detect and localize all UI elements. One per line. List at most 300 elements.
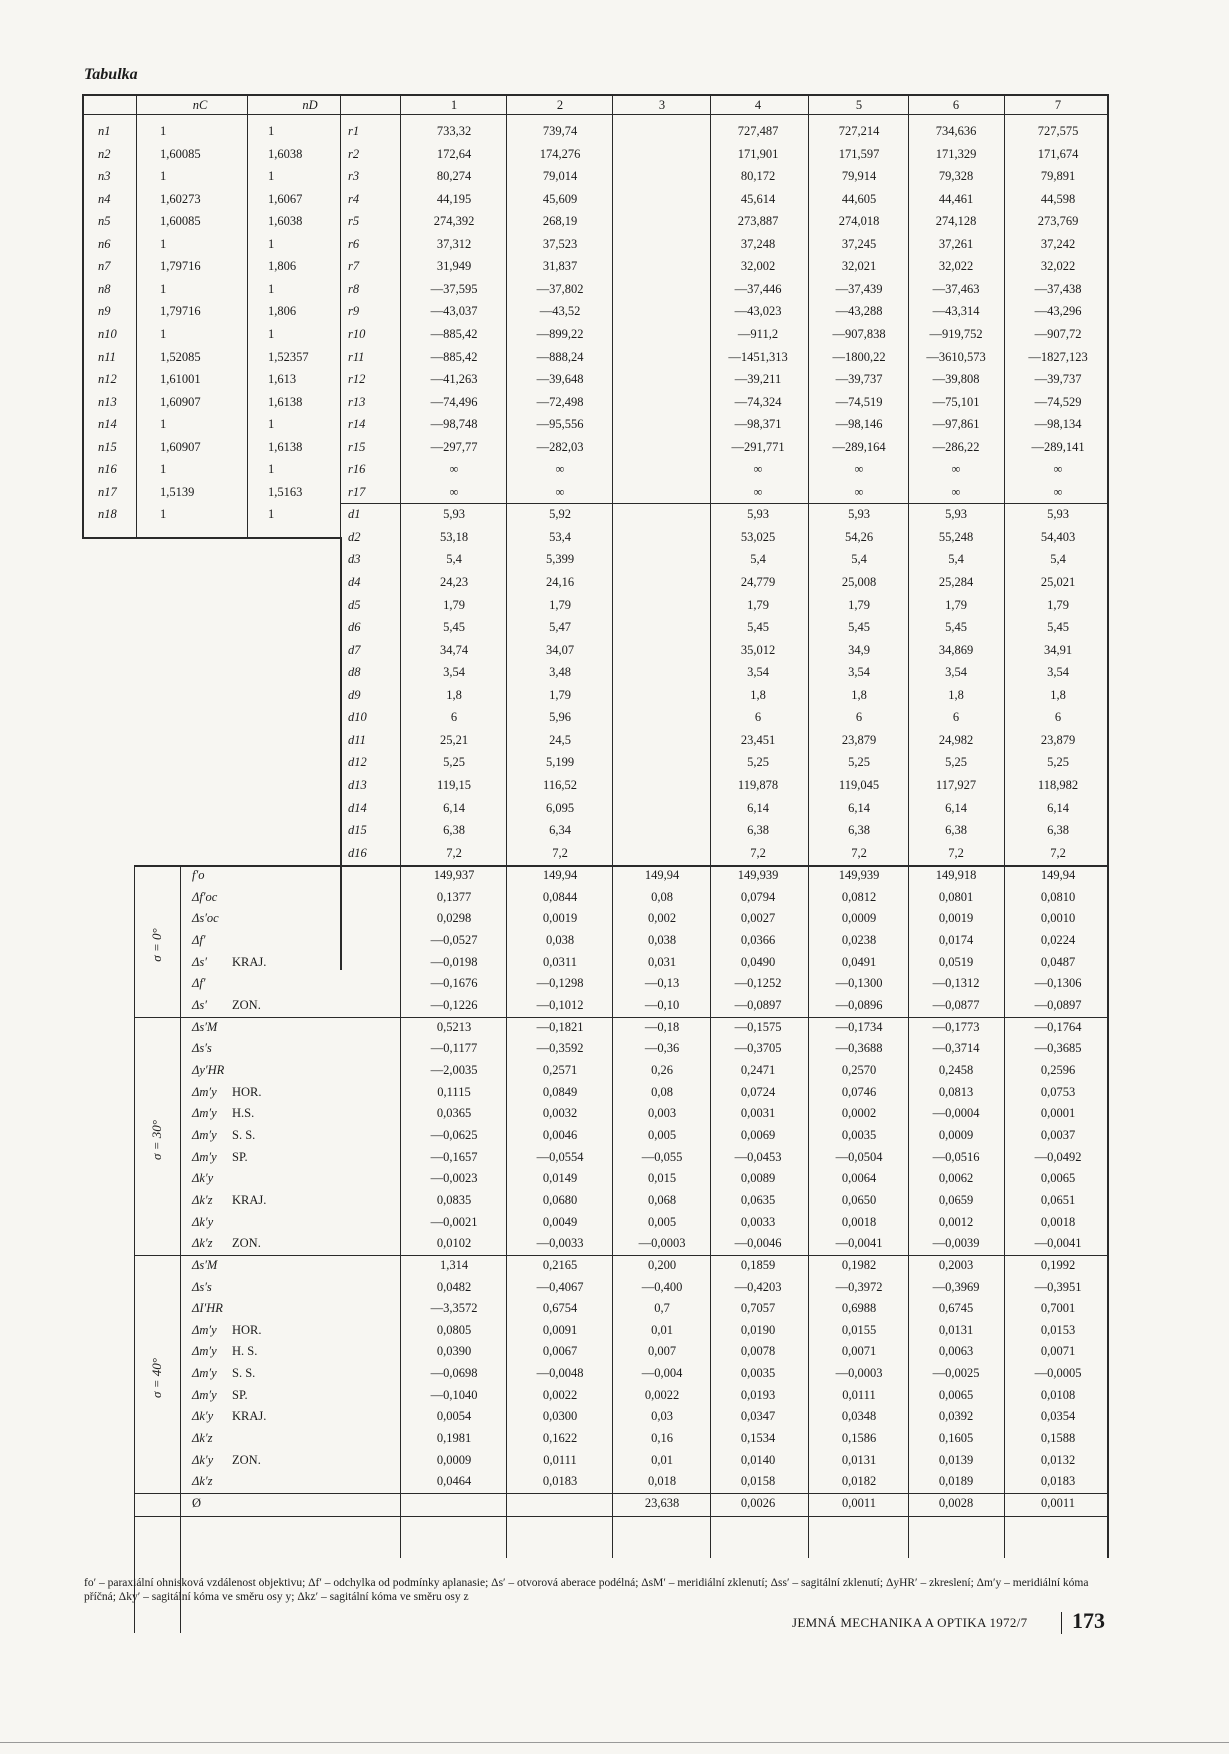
aberration-value: 0,0037 <box>1040 1127 1076 1142</box>
aberration-zone: S. S. <box>232 1366 256 1381</box>
d-label: d8 <box>348 665 361 680</box>
n-label: n16 <box>98 462 117 477</box>
aberration-value: 149,939 <box>838 868 880 883</box>
r-value: 80,172 <box>740 169 776 184</box>
aberration-value: 0,0132 <box>1040 1452 1076 1467</box>
aberration-value: —0,1226 <box>430 998 478 1013</box>
r-value: 44,598 <box>1040 191 1076 206</box>
r-value: —907,72 <box>1034 326 1082 341</box>
aberration-value: 0,0089 <box>740 1171 776 1186</box>
aberration-value: 0,0158 <box>740 1474 776 1489</box>
sum-value: 0,0011 <box>1041 1496 1075 1510</box>
aberration-label: Δs′oc <box>192 911 219 926</box>
d-value: 6 <box>855 710 863 725</box>
aberration-value: —0,13 <box>644 976 680 991</box>
d-value: 34,869 <box>938 642 974 657</box>
aberration-value: —0,3705 <box>734 1041 782 1056</box>
header-col-5: 5 <box>855 98 863 112</box>
r-value: 171,597 <box>838 146 880 161</box>
aberration-value: 0,0022 <box>542 1387 578 1402</box>
aberration-value: 0,0490 <box>740 954 776 969</box>
aberration-value: 149,937 <box>433 868 475 883</box>
r-value: ∞ <box>555 462 565 477</box>
aberration-value: 0,005 <box>647 1127 677 1142</box>
d-label: d4 <box>348 575 361 589</box>
d-value: 5,96 <box>549 710 571 725</box>
aberration-value: 0,0390 <box>436 1344 472 1359</box>
aberration-value: —0,3688 <box>835 1041 883 1056</box>
aberration-value: 0,08 <box>651 889 673 904</box>
header-col-6: 6 <box>952 98 960 112</box>
aberration-value: 0,0746 <box>841 1084 877 1099</box>
d-value: 5,4 <box>1050 552 1066 567</box>
r-value: —43,288 <box>835 304 883 319</box>
aberration-value: —0,0504 <box>835 1149 883 1164</box>
r-value: —39,648 <box>536 372 584 387</box>
r-value: —74,496 <box>430 394 478 409</box>
d-value: 7,2 <box>948 845 964 860</box>
aberration-value: —0,1821 <box>536 1019 584 1034</box>
group-rule <box>134 1493 1108 1494</box>
r-value: 79,914 <box>841 169 877 184</box>
r-label: r11 <box>348 349 365 364</box>
r-value: —1827,123 <box>1028 349 1088 364</box>
d-value: 1,79 <box>549 597 571 612</box>
d-value: 1,79 <box>848 597 870 612</box>
n-label: n8 <box>98 281 111 296</box>
r-value: 32,022 <box>1040 259 1076 274</box>
d-value: 6 <box>754 710 762 725</box>
r-value: —289,164 <box>832 439 886 454</box>
sum-label: Ø <box>192 1496 202 1510</box>
col-rule <box>808 94 809 1558</box>
n-label: n6 <box>98 236 111 251</box>
aberration-value: 0,2570 <box>841 1063 877 1077</box>
r-value: 31,949 <box>436 259 472 274</box>
d-value: 1,8 <box>446 687 462 702</box>
d-value: 6,14 <box>1047 800 1069 815</box>
aberration-label: Δy′HR <box>192 1063 225 1077</box>
aberration-value: 0,0019 <box>542 911 578 926</box>
d-value: 5,93 <box>848 507 870 522</box>
d-value: 6,095 <box>545 800 575 815</box>
aberration-value: 0,0035 <box>841 1127 877 1142</box>
d-value: 25,021 <box>1040 575 1076 589</box>
aberration-value: —0,0896 <box>835 998 883 1013</box>
aberration-value: 0,6745 <box>938 1301 974 1316</box>
aberration-value: 0,0065 <box>938 1387 974 1402</box>
n-label: n3 <box>98 169 111 184</box>
d-value: 5,45 <box>1047 620 1069 635</box>
col-rule <box>136 94 137 538</box>
r-value: —98,146 <box>835 417 883 432</box>
d-value: 34,74 <box>439 642 469 657</box>
r-value: —919,752 <box>929 326 983 341</box>
d-value: 6,14 <box>747 800 769 815</box>
aberration-label: Δk′z <box>192 1431 213 1446</box>
aberration-value: 0,0224 <box>1040 933 1076 948</box>
n-label: n9 <box>98 304 111 319</box>
aberration-label: Δk′y <box>192 1214 214 1229</box>
aberration-label: Δm′y <box>192 1344 217 1359</box>
r-value: 79,328 <box>938 169 974 184</box>
r-value: 37,312 <box>436 236 472 251</box>
r-value: ∞ <box>854 462 864 477</box>
aberration-value: —0,0046 <box>734 1236 782 1251</box>
r-value: —907,838 <box>832 326 886 341</box>
aberration-value: 0,0810 <box>1040 889 1076 904</box>
col-rule <box>247 94 248 538</box>
r-value: ∞ <box>854 484 864 499</box>
aberration-value: 149,94 <box>1040 868 1076 883</box>
nD-value: 1 <box>268 281 275 296</box>
aberration-value: 0,03 <box>651 1409 673 1424</box>
aberration-value: 0,0153 <box>1040 1322 1076 1337</box>
d-label: d11 <box>348 732 366 747</box>
r-value: —286,22 <box>932 439 980 454</box>
aberration-value: 0,2458 <box>938 1063 974 1077</box>
aberration-value: 0,0519 <box>938 954 974 969</box>
aberration-value: 0,0140 <box>740 1452 776 1467</box>
col-rule <box>710 94 711 1558</box>
aberration-value: 0,0182 <box>841 1474 877 1489</box>
r-value: 45,609 <box>542 191 578 206</box>
col-rule <box>340 94 341 538</box>
header-nD: nD <box>302 98 318 112</box>
d-value: 3,54 <box>945 665 967 680</box>
r-value: —289,141 <box>1031 439 1085 454</box>
d-value: 5,4 <box>750 552 766 567</box>
aberration-value: —0,1764 <box>1034 1019 1082 1034</box>
d-label: d1 <box>348 507 361 522</box>
d-value: 6,38 <box>443 823 465 838</box>
aberration-zone: ZON. <box>232 1236 261 1251</box>
aberration-value: 0,7 <box>654 1301 670 1316</box>
aberration-value: 0,0155 <box>841 1322 877 1337</box>
aberration-value: 0,0002 <box>841 1106 877 1121</box>
r-label: r7 <box>348 259 360 274</box>
r-value: 171,674 <box>1037 146 1079 161</box>
aberration-zone: SP. <box>232 1149 248 1164</box>
aberration-value: 149,94 <box>644 868 680 883</box>
d-value: 5,25 <box>1047 755 1069 770</box>
aberration-value: —0,1012 <box>536 998 584 1013</box>
aberration-value: 0,0298 <box>436 911 472 926</box>
d-value: 3,54 <box>848 665 870 680</box>
aberration-value: 0,1586 <box>841 1431 877 1446</box>
aberration-value: —0,1300 <box>835 976 883 991</box>
d-label: d9 <box>348 687 361 702</box>
r-label: r3 <box>348 169 360 184</box>
d-value: 5,25 <box>443 755 465 770</box>
d-value: 5,4 <box>948 552 964 567</box>
r-label: r12 <box>348 372 366 387</box>
aberration-value: 0,003 <box>647 1106 677 1121</box>
nD-value: 1,806 <box>268 304 297 319</box>
aberration-value: 0,5213 <box>436 1019 472 1034</box>
aberration-value: 0,0193 <box>740 1387 776 1402</box>
sigma-label: σ = 0° <box>149 928 164 962</box>
r-value: 37,261 <box>938 236 974 251</box>
n-label: n17 <box>98 484 117 499</box>
r-value: ∞ <box>753 484 763 499</box>
aberration-value: 0,0487 <box>1040 954 1076 969</box>
aberration-zone: ZON. <box>232 998 261 1013</box>
nD-value: 1,6067 <box>268 191 303 206</box>
aberration-value: 149,939 <box>737 868 779 883</box>
d-value: 34,07 <box>545 642 575 657</box>
d-value: 1,79 <box>443 597 465 612</box>
r-value: 171,901 <box>737 146 779 161</box>
aberration-value: 149,94 <box>542 868 578 883</box>
aberration-value: 0,2596 <box>1040 1063 1076 1077</box>
r-value: —37,446 <box>734 281 782 296</box>
aberration-value: —0,3685 <box>1034 1041 1082 1056</box>
nD-value: 1,6038 <box>268 214 303 229</box>
d-value: 5,25 <box>945 755 967 770</box>
sum-left-border <box>134 1493 135 1516</box>
aberration-value: 0,0635 <box>740 1192 776 1207</box>
d-value: 7,2 <box>1050 845 1066 860</box>
d-value: 5,93 <box>443 507 465 522</box>
d-value: 7,2 <box>552 845 568 860</box>
aberration-value: —0,1298 <box>536 976 584 991</box>
aberration-value: 0,0063 <box>938 1344 974 1359</box>
r-value: ∞ <box>1053 462 1063 477</box>
aberration-value: 0,26 <box>651 1063 673 1077</box>
r-value: —43,52 <box>539 304 581 319</box>
aberration-value: —0,0877 <box>932 998 980 1013</box>
table-top-rule <box>82 94 1108 96</box>
aberration-value: 149,918 <box>935 868 977 883</box>
r-value: 32,002 <box>740 259 776 274</box>
aberration-value: 0,08 <box>651 1084 673 1099</box>
d-value: 25,008 <box>841 575 877 589</box>
aberration-value: —0,1306 <box>1034 976 1082 991</box>
aberration-value: 0,007 <box>647 1344 677 1359</box>
aberration-value: —0,3592 <box>536 1041 584 1056</box>
r-value: —39,211 <box>734 372 782 387</box>
r-value: 274,392 <box>433 214 475 229</box>
r-value: —75,101 <box>932 394 980 409</box>
nD-value: 1,52357 <box>268 349 309 364</box>
aberration-value: 0,1605 <box>938 1431 974 1446</box>
aberration-value: 0,1981 <box>436 1431 472 1446</box>
aberration-value: 0,0794 <box>740 889 776 904</box>
d-value: 55,248 <box>938 529 974 544</box>
aberration-zone: KRAJ. <box>232 1192 267 1207</box>
aberration-value: —0,0025 <box>932 1366 980 1381</box>
sum-value: 0,0011 <box>842 1496 876 1510</box>
aberration-value: 0,16 <box>651 1431 673 1446</box>
aberration-value: 0,0019 <box>938 911 974 926</box>
d-value: 3,48 <box>549 665 571 680</box>
aberration-value: —3,3572 <box>430 1301 478 1316</box>
aberration-value: 0,0108 <box>1040 1387 1076 1402</box>
r-value: —98,371 <box>734 417 782 432</box>
n-label: n11 <box>98 349 116 364</box>
r-value: —39,737 <box>835 372 883 387</box>
d-label: d12 <box>348 755 367 770</box>
r-value: —43,037 <box>430 304 478 319</box>
aberration-value: 0,6754 <box>542 1301 578 1316</box>
aberration-value: —0,1676 <box>430 976 478 991</box>
aberration-value: 0,7001 <box>1040 1301 1076 1316</box>
d-value: 5,25 <box>747 755 769 770</box>
aberration-value: 0,0065 <box>1040 1171 1076 1186</box>
r-value: 727,214 <box>838 124 880 138</box>
d-value: 5,45 <box>747 620 769 635</box>
r-value: —37,463 <box>932 281 980 296</box>
r-value: 31,837 <box>542 259 578 274</box>
aberration-value: —0,0198 <box>430 954 478 969</box>
r-value: ∞ <box>951 462 961 477</box>
r-label: r5 <box>348 214 360 229</box>
d-value: 6,38 <box>848 823 870 838</box>
sigma-label: σ = 30° <box>149 1119 164 1160</box>
sum-value: 0,0026 <box>740 1496 776 1510</box>
aberration-value: 0,0009 <box>938 1127 974 1142</box>
aberration-value: 0,0091 <box>542 1322 578 1337</box>
aberration-zone: KRAJ. <box>232 954 267 969</box>
aberration-value: 0,0300 <box>542 1409 578 1424</box>
sum-value: 0,0028 <box>938 1496 974 1510</box>
r-value: 171,329 <box>935 146 977 161</box>
r-value: 37,523 <box>542 236 578 251</box>
aberration-value: —0,400 <box>641 1279 683 1294</box>
aberration-value: 0,0183 <box>542 1474 578 1489</box>
aberration-value: —0,0033 <box>536 1236 584 1251</box>
r-value: —98,134 <box>1034 417 1082 432</box>
aberration-value: 0,0348 <box>841 1409 877 1424</box>
r-value: 32,022 <box>938 259 974 274</box>
r-value: —72,498 <box>536 394 584 409</box>
nD-value: 1 <box>268 169 275 184</box>
r-value: 44,195 <box>436 191 472 206</box>
aberration-label: Δk′z <box>192 1236 213 1251</box>
aberration-value: —0,0003 <box>835 1366 883 1381</box>
aberration-value: —0,0698 <box>430 1366 478 1381</box>
aberration-value: —0,0003 <box>638 1236 686 1251</box>
d-value: 117,927 <box>935 777 977 792</box>
aberration-value: —0,18 <box>644 1019 680 1034</box>
header-col-1: 1 <box>450 98 458 112</box>
d-value: 1,79 <box>549 687 571 702</box>
d-value: 53,025 <box>740 529 776 544</box>
header-col-7: 7 <box>1054 98 1062 112</box>
aberration-value: 0,0190 <box>740 1322 776 1337</box>
aberration-zone: H. S. <box>232 1344 258 1359</box>
nC-value: 1,60907 <box>160 394 201 409</box>
r-label: r2 <box>348 146 360 161</box>
aberration-value: —0,0004 <box>932 1106 980 1121</box>
aberration-label: Δm′y <box>192 1322 217 1337</box>
nC-value: 1,79716 <box>160 304 201 319</box>
d-value: 5,45 <box>443 620 465 635</box>
aberration-value: 0,1992 <box>1040 1257 1076 1272</box>
aberration-value: —0,1312 <box>932 976 980 991</box>
r-value: —297,77 <box>430 439 478 454</box>
n-label: n13 <box>98 394 117 409</box>
aberration-value: 0,0001 <box>1040 1106 1076 1121</box>
d-value: 5,399 <box>545 552 575 567</box>
d-value: 23,879 <box>841 732 877 747</box>
d-value: 6,38 <box>747 823 769 838</box>
d-value: 1,79 <box>747 597 769 612</box>
header-col-2: 2 <box>556 98 564 112</box>
aberration-value: 0,0801 <box>938 889 974 904</box>
aberration-value: 0,0354 <box>1040 1409 1076 1424</box>
aberration-value: —0,36 <box>644 1041 680 1056</box>
d-value: 7,2 <box>750 845 766 860</box>
r-label: r4 <box>348 191 360 206</box>
n-label: n18 <box>98 507 117 522</box>
aberration-value: 0,0022 <box>644 1387 680 1402</box>
d-value: 35,012 <box>740 642 776 657</box>
d-value: 53,4 <box>549 529 571 544</box>
d-value: 1,8 <box>948 687 964 702</box>
aberration-value: 0,0464 <box>436 1474 472 1489</box>
d-label: d10 <box>348 710 367 725</box>
d-value: 23,451 <box>740 732 776 747</box>
aberration-value: 0,0491 <box>841 954 877 969</box>
aberration-label: ΔI′HR <box>192 1301 223 1316</box>
r-value: ∞ <box>1053 484 1063 499</box>
r-d-rule <box>340 503 1108 504</box>
aberration-label: Δs′M <box>192 1257 218 1272</box>
d-value: 1,8 <box>851 687 867 702</box>
aberration-label: Δm′y <box>192 1149 217 1164</box>
aberration-label: Δm′y <box>192 1084 217 1099</box>
aberration-value: 0,1534 <box>740 1431 776 1446</box>
col-rule <box>1004 94 1005 1558</box>
d-value: 119,878 <box>737 777 779 792</box>
r-value: —95,556 <box>536 417 584 432</box>
r-value: —97,861 <box>932 417 980 432</box>
aberration-label: Δk′z <box>192 1474 213 1489</box>
nD-value: 1 <box>268 507 275 522</box>
aberration-value: —0,0005 <box>1034 1366 1082 1381</box>
nD-value: 1,613 <box>268 372 297 387</box>
aberration-value: —0,1657 <box>430 1149 478 1164</box>
d-value: 6 <box>952 710 960 725</box>
d-label: d7 <box>348 642 361 657</box>
aberration-value: 0,1377 <box>436 889 472 904</box>
r-value: 172,64 <box>436 146 472 161</box>
d-label: d16 <box>348 845 367 860</box>
r-value: —41,263 <box>430 372 478 387</box>
aberration-value: 0,0031 <box>740 1106 776 1121</box>
aberration-value: 0,0650 <box>841 1192 877 1207</box>
d-value: 5,25 <box>848 755 870 770</box>
d-value: 6,14 <box>848 800 870 815</box>
d-value: 118,982 <box>1037 777 1079 792</box>
header-rule <box>82 114 1108 115</box>
aberration-value: —0,1734 <box>835 1019 883 1034</box>
d-value: 24,5 <box>549 732 571 747</box>
nC-value: 1 <box>160 169 167 184</box>
aberration-value: —0,3972 <box>835 1279 883 1294</box>
nD-value: 1,5163 <box>268 484 303 499</box>
d-value: 5,93 <box>945 507 967 522</box>
nD-value: 1 <box>268 326 275 341</box>
d-label: d15 <box>348 823 367 838</box>
aberration-value: 0,2571 <box>542 1063 578 1077</box>
nD-value: 1,6138 <box>268 439 303 454</box>
r-value: —74,519 <box>835 394 883 409</box>
header-col-3: 3 <box>658 98 666 112</box>
r-value: 734,636 <box>935 124 977 138</box>
